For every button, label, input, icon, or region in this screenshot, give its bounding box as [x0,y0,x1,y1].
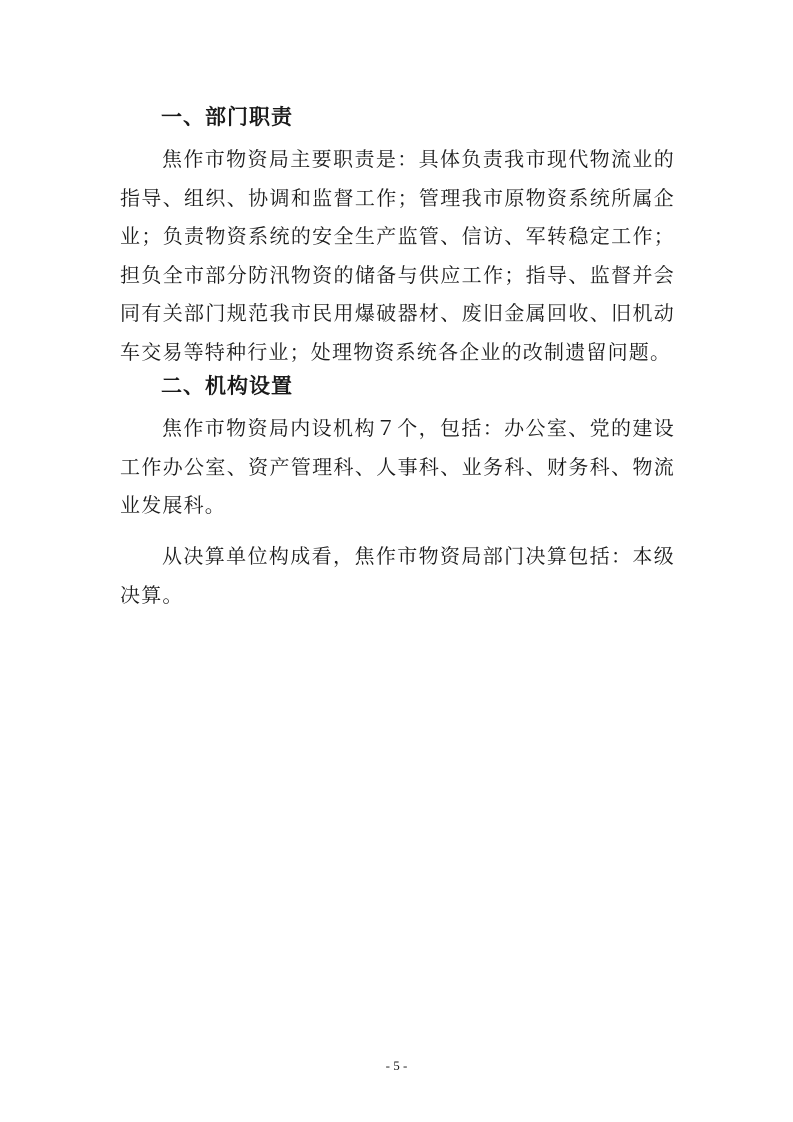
section-heading-organization: 二、机构设置 [161,374,293,398]
paragraph-duties: 焦作市物资局主要职责是：具体负责我市现代物流业的指导、组织、协调和监督工作；管理我市原物资系统所属企业；负责物资系统的安全生产监管、信访、军转稳定工作；担负全市部分防汛物资的储备与供应工作；指导、监督并会同有关部门规范我市民用爆破器材、废旧金属回收、旧机动车交易等特种行业；处理物资系统各企业的改制遗留问题。 [120,147,675,364]
paragraph-organization: 焦作市物资局内设机构７个，包括：办公室、党的建设工作办公室、资产管理科、人事科、业务科、财务科、物流业发展科。 [120,416,675,517]
page-number: - 5 - [385,1058,408,1073]
section-heading-duties: 一、部门职责 [161,105,293,129]
paragraph-budget-units: 从决算单位构成看，焦作市物资局部门决算包括：本级决算。 [120,544,675,607]
